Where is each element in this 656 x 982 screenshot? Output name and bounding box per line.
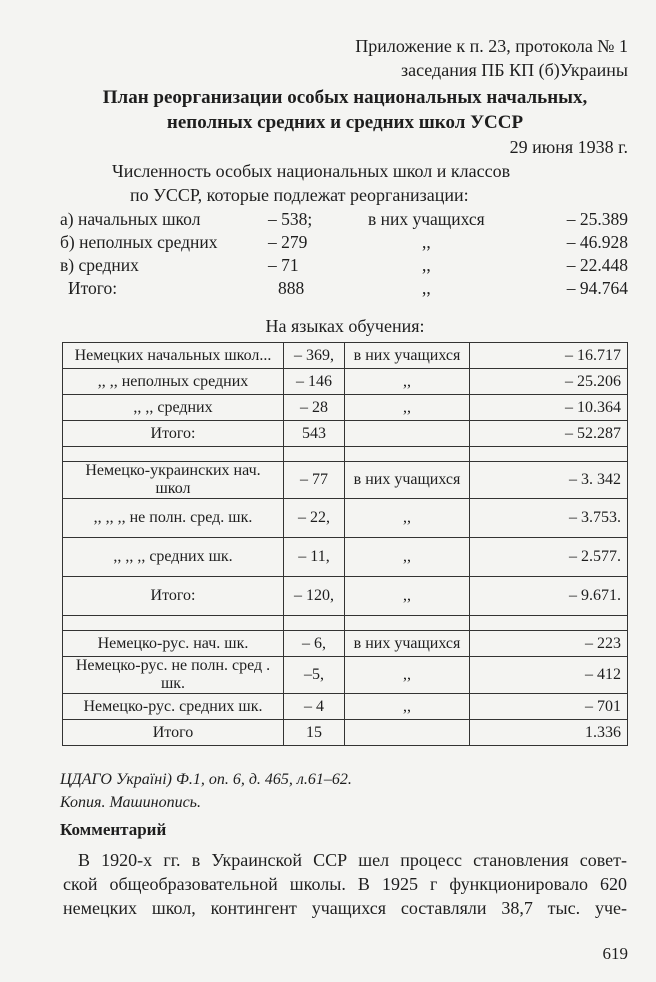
pupils-count-cell: – 10.364: [470, 395, 628, 421]
table-row: [63, 631, 628, 657]
summary-label: Итого:: [68, 278, 118, 298]
summary-pupils: – 46.928: [566, 232, 628, 252]
table-row: [63, 421, 628, 447]
source-line-2: Копия. Машинопись.: [60, 794, 201, 811]
header-line-1: Приложение к п. 23, протокола № 1: [355, 36, 628, 56]
table-row: [63, 343, 628, 369]
pupils-label-cell: ,,: [345, 538, 470, 577]
comment-line-1: В 1920-х гг. в Украинской ССР шел процесс становления совет-: [78, 850, 627, 870]
school-type-cell: Итого:: [63, 421, 284, 447]
pupils-label-cell: [345, 720, 470, 746]
school-type-cell: Итого: [63, 720, 284, 746]
school-count-cell: – 6,: [284, 631, 345, 657]
summary-pupils: – 94.764: [566, 278, 628, 298]
intro-line-2: по УССР, которые подлежат реорганизации:: [130, 185, 469, 205]
pupils-label-cell: в них учащихся: [345, 462, 470, 499]
schools-table: [62, 342, 628, 746]
pupils-count-cell: – 2.577.: [470, 538, 628, 577]
school-type-cell: ,, ,, средних: [63, 395, 284, 421]
table-cell: [470, 447, 628, 462]
comment-heading: Комментарий: [60, 820, 167, 839]
summary-label: б) неполных средних: [60, 232, 218, 252]
pupils-label-cell: ,,: [345, 657, 470, 694]
table-row: [63, 720, 628, 746]
summary-mid: ,,: [422, 278, 431, 298]
pupils-label-cell: ,,: [345, 369, 470, 395]
school-count-cell: – 120,: [284, 577, 345, 616]
pupils-label-cell: ,,: [345, 694, 470, 720]
intro-line-1: Численность особых национальных школ и классов: [112, 161, 511, 181]
source-line-1: ЦДАГО Україні) Ф.1, оп. 6, д. 465, л.61–62.: [60, 771, 352, 788]
summary-count: – 279: [268, 232, 308, 252]
summary-label: в) средних: [60, 255, 139, 275]
school-type-cell: Немецко-рус. не полн. сред . шк.: [63, 657, 284, 694]
school-count-cell: – 28: [284, 395, 345, 421]
pupils-count-cell: – 16.717: [470, 343, 628, 369]
pupils-count-cell: – 3. 342: [470, 462, 628, 499]
pupils-count-cell: – 223: [470, 631, 628, 657]
school-count-cell: 15: [284, 720, 345, 746]
school-count-cell: –5,: [284, 657, 345, 694]
school-count-cell: – 146: [284, 369, 345, 395]
school-type-cell: ,, ,, ,, не полн. сред. шк.: [63, 499, 284, 538]
pupils-count-cell: – 25.206: [470, 369, 628, 395]
table-row: [63, 499, 628, 538]
pupils-count-cell: – 52.287: [470, 421, 628, 447]
pupils-label-cell: ,,: [345, 499, 470, 538]
languages-heading: На языках обучения:: [265, 316, 425, 336]
school-type-cell: Немецко-рус. нач. шк.: [63, 631, 284, 657]
summary-label: а) начальных школ: [60, 209, 201, 229]
summary-count: – 538;: [268, 209, 313, 229]
school-type-cell: Немецких начальных школ...: [63, 343, 284, 369]
summary-mid: ,,: [422, 255, 431, 275]
summary-mid: в них учащихся: [368, 209, 485, 229]
table-spacer-row: [63, 447, 628, 462]
pupils-label-cell: ,,: [345, 395, 470, 421]
school-count-cell: – 77: [284, 462, 345, 499]
pupils-count-cell: – 412: [470, 657, 628, 694]
title-line-1: План реорганизации особых национальных начальных,: [102, 87, 588, 108]
summary-count: 888: [278, 278, 305, 298]
summary-count: – 71: [268, 255, 299, 275]
table-row: [63, 369, 628, 395]
page-number: 619: [602, 944, 628, 963]
school-count-cell: – 4: [284, 694, 345, 720]
school-count-cell: – 22,: [284, 499, 345, 538]
summary-pupils: – 22.448: [566, 255, 628, 275]
pupils-count-cell: – 701: [470, 694, 628, 720]
school-type-cell: ,, ,, неполных средних: [63, 369, 284, 395]
pupils-label-cell: в них учащихся: [345, 631, 470, 657]
pupils-count-cell: – 3.753.: [470, 499, 628, 538]
table-cell: [284, 616, 345, 631]
table-row: [63, 538, 628, 577]
table-row: [63, 577, 628, 616]
table-spacer-row: [63, 616, 628, 631]
pupils-label-cell: [345, 421, 470, 447]
pupils-count-cell: 1.336: [470, 720, 628, 746]
school-type-cell: Немецко-рус. средних шк.: [63, 694, 284, 720]
school-count-cell: – 369,: [284, 343, 345, 369]
comment-line-2: ской общеобразовательной школы. В 1925 г функционировало 620: [63, 874, 627, 894]
summary-pupils: – 25.389: [566, 209, 628, 229]
table-cell: [63, 616, 284, 631]
document-date: 29 июня 1938 г.: [509, 137, 628, 157]
school-type-cell: Немецко-украинских нач. школ: [63, 462, 284, 499]
table-row: [63, 395, 628, 421]
school-type-cell: ,, ,, ,, средних шк.: [63, 538, 284, 577]
title-line-2: неполных средних и средних школ УССР: [166, 112, 524, 133]
summary-mid: ,,: [422, 232, 431, 252]
table-cell: [284, 447, 345, 462]
table-cell: [470, 616, 628, 631]
table-cell: [345, 447, 470, 462]
school-count-cell: 543: [284, 421, 345, 447]
pupils-count-cell: – 9.671.: [470, 577, 628, 616]
table-row: [63, 694, 628, 720]
table-row: [63, 657, 628, 694]
school-count-cell: – 11,: [284, 538, 345, 577]
pupils-label-cell: в них учащихся: [345, 343, 470, 369]
school-type-cell: Итого:: [63, 577, 284, 616]
table-row: [63, 462, 628, 499]
comment-line-3: немецких школ, контингент учащихся составляли 38,7 тыс. уче-: [63, 898, 627, 918]
table-cell: [345, 616, 470, 631]
pupils-label-cell: ,,: [345, 577, 470, 616]
header-line-2: заседания ПБ КП (б)Украины: [401, 60, 628, 80]
table-cell: [63, 447, 284, 462]
